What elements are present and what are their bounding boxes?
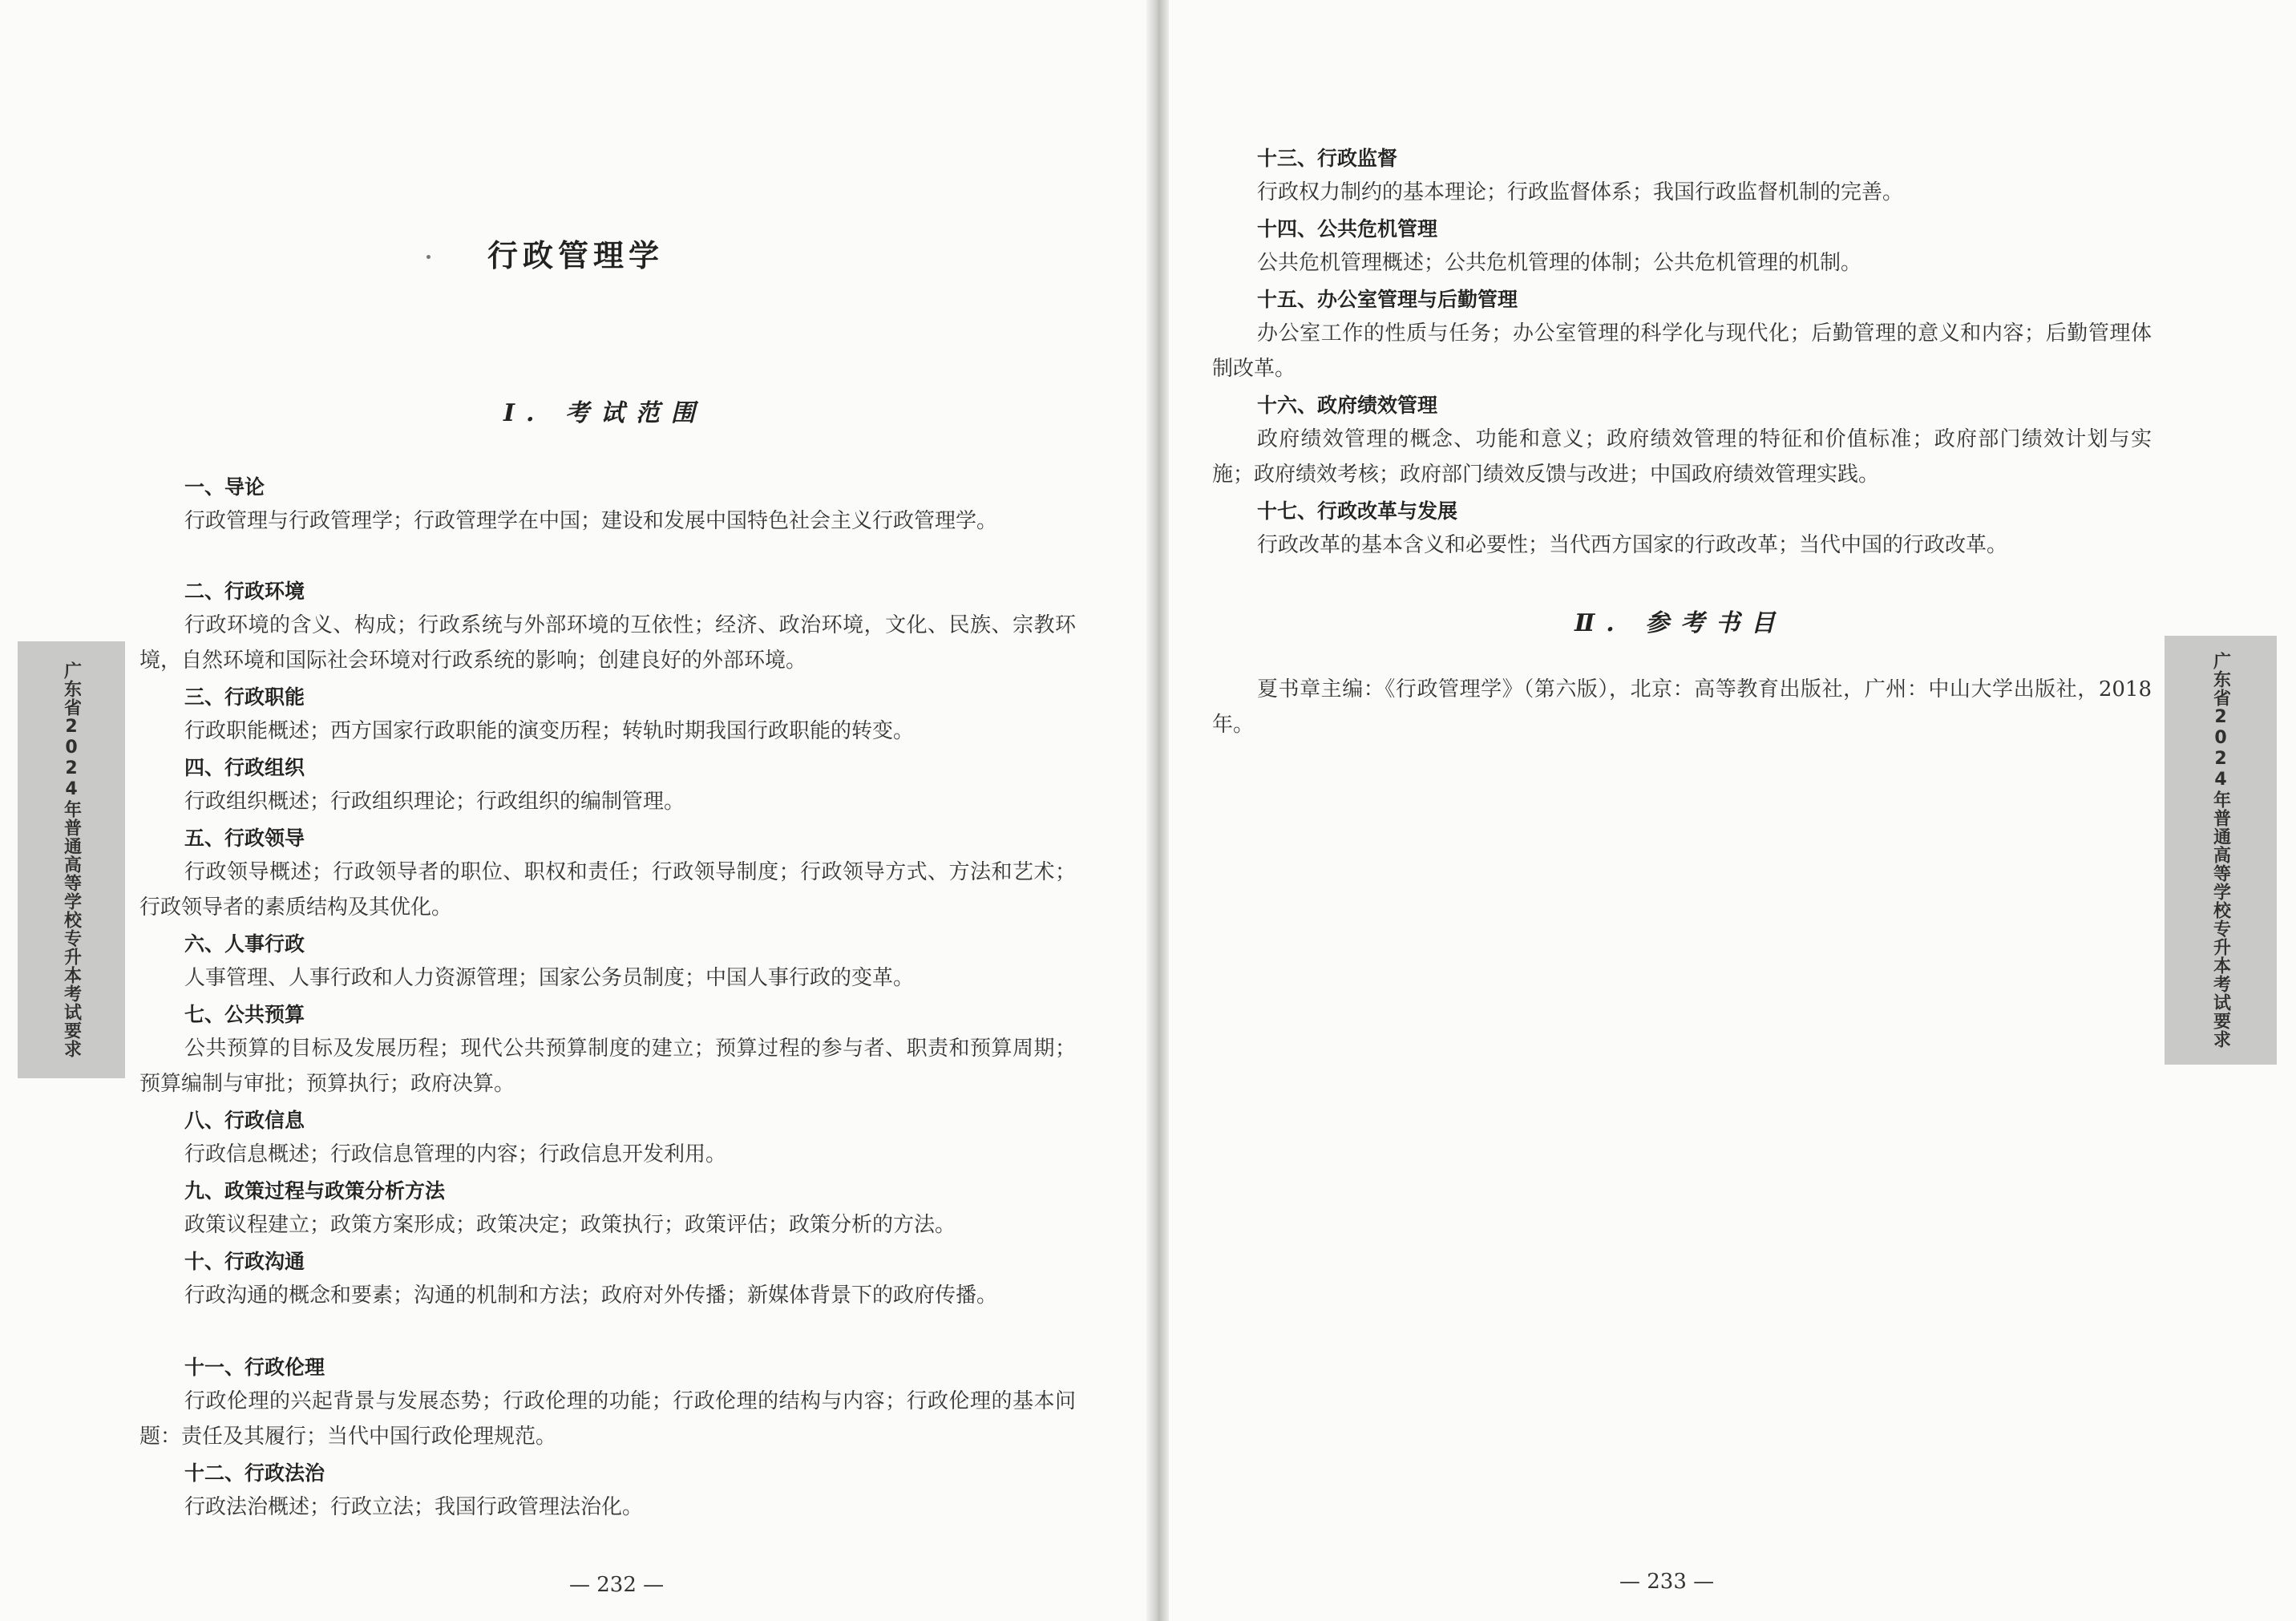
entry-15 bbox=[1212, 284, 2152, 386]
page-number-right: — 233 — bbox=[1619, 1570, 1715, 1594]
entry-13 bbox=[1212, 143, 2152, 210]
entry-body: 行政管理与行政管理学；行政管理学在中国；建设和发展中国特色社会主义行政管理学。 bbox=[184, 509, 998, 533]
entry-body: 行政职能概述；西方国家行政职能的演变历程；转轨时期我国行政职能的转变。 bbox=[184, 719, 915, 743]
entry-body: 行政伦理的兴起背景与发展态势；行政伦理的功能；行政伦理的结构与内容；行政伦理的基本问题：责任及其履行；当代中国行政伦理规范。 bbox=[139, 1389, 1076, 1449]
entry-4 bbox=[139, 752, 1076, 819]
entry-1 bbox=[139, 471, 1076, 539]
entry-heading: 十四、公共危机管理 bbox=[1257, 217, 1438, 241]
entry-body: 人事管理、人事行政和人力资源管理；国家公务员制度；中国人事行政的变革。 bbox=[184, 966, 915, 990]
entry-body: 行政领导概述；行政领导者的职位、职权和责任；行政领导制度；行政领导方式、方法和艺术；行政领导者的素质结构及其优化。 bbox=[139, 860, 1076, 920]
entry-body: 行政环境的含义、构成；行政系统与外部环境的互依性；经济、政治环境，文化、民族、宗教环境，自然环境和国际社会环境对行政系统的影响；创建良好的外部环境。 bbox=[139, 613, 1076, 673]
entry-5 bbox=[139, 823, 1076, 925]
entry-11 bbox=[139, 1352, 1076, 1454]
entry-heading: 十三、行政监督 bbox=[1257, 147, 1398, 170]
entry-body: 政府绩效管理的概念、功能和意义；政府绩效管理的特征和价值标准；政府部门绩效计划与实施；政府绩效考核；政府部门绩效反馈与改进；中国政府绩效管理实践。 bbox=[1212, 427, 2152, 487]
section-heading-exam-scope: Ⅰ. 考试范围 bbox=[503, 399, 706, 427]
entry-heading: 五、行政领导 bbox=[184, 827, 305, 850]
entry-heading: 十七、行政改革与发展 bbox=[1257, 499, 1458, 523]
entry-14 bbox=[1212, 213, 2152, 281]
side-tab-left bbox=[18, 641, 125, 1078]
entry-heading: 六、人事行政 bbox=[184, 932, 305, 956]
entry-heading: 七、公共预算 bbox=[184, 1003, 305, 1026]
entry-heading: 十六、政府绩效管理 bbox=[1257, 394, 1438, 417]
entry-heading: 一、导论 bbox=[184, 475, 265, 499]
entry-body: 公共预算的目标及发展历程；现代公共预算制度的建立；预算过程的参与者、职责和预算周期；预算编制与审批；预算执行；政府决算。 bbox=[139, 1037, 1076, 1096]
entry-body: 行政改革的基本含义和必要性；当代西方国家的行政改革；当代中国的行政改革。 bbox=[1257, 533, 2008, 557]
entry-body: 行政沟通的概念和要素；沟通的机制和方法；政府对外传播；新媒体背景下的政府传播。 bbox=[184, 1283, 998, 1308]
entry-17 bbox=[1212, 495, 2152, 563]
title-dot bbox=[426, 255, 430, 259]
entry-body: 行政信息概述；行政信息管理的内容；行政信息开发利用。 bbox=[184, 1142, 727, 1166]
entry-heading: 九、政策过程与政策分析方法 bbox=[184, 1179, 446, 1203]
entry-7 bbox=[139, 999, 1076, 1102]
book-spine bbox=[1146, 0, 1169, 1621]
entry-body: 行政法治概述；行政立法；我国行政管理法治化。 bbox=[184, 1495, 644, 1519]
entry-6 bbox=[139, 928, 1076, 996]
entry-8 bbox=[139, 1105, 1076, 1172]
entry-heading: 十一、行政伦理 bbox=[184, 1356, 325, 1379]
entry-body: 办公室工作的性质与任务；办公室管理的科学化与现代化；后勤管理的意义和内容；后勤管理体制改革。 bbox=[1212, 321, 2152, 381]
entry-3 bbox=[139, 681, 1076, 749]
side-tab-left-label: 广东省2024年普通高等学校专升本考试要求 bbox=[61, 661, 82, 1058]
section-heading-references: Ⅱ. 参考书目 bbox=[1574, 609, 1787, 637]
entry-9 bbox=[139, 1175, 1076, 1243]
entry-body: 行政组织概述；行政组织理论；行政组织的编制管理。 bbox=[184, 790, 685, 814]
entry-heading: 十、行政沟通 bbox=[184, 1250, 305, 1273]
entry-12 bbox=[139, 1457, 1076, 1525]
reference-entry bbox=[1212, 672, 2152, 742]
reference-text: 夏书章主编：《行政管理学》（第六版），北京：高等教育出版社，广州：中山大学出版社，2018 年。 bbox=[1212, 677, 2152, 737]
side-tab-right-label: 广东省2024年普通高等学校专升本考试要求 bbox=[2210, 652, 2231, 1049]
entry-body: 公共危机管理概述；公共危机管理的体制；公共危机管理的机制。 bbox=[1257, 251, 1862, 275]
entry-body: 行政权力制约的基本理论；行政监督体系；我国行政监督机制的完善。 bbox=[1257, 180, 1904, 204]
entry-heading: 二、行政环境 bbox=[184, 580, 305, 603]
entry-body: 政策议程建立；政策方案形成；政策决定；政策执行；政策评估；政策分析的方法。 bbox=[184, 1213, 956, 1237]
document-title: 行政管理学 bbox=[487, 238, 665, 273]
page-number-left: — 232 — bbox=[569, 1573, 665, 1597]
entry-heading: 八、行政信息 bbox=[184, 1109, 305, 1132]
side-tab-right bbox=[2165, 636, 2277, 1065]
entry-2 bbox=[139, 576, 1076, 678]
entry-16 bbox=[1212, 390, 2152, 492]
entry-10 bbox=[139, 1246, 1076, 1313]
entry-heading: 三、行政职能 bbox=[184, 685, 305, 709]
entry-heading: 十五、办公室管理与后勤管理 bbox=[1257, 288, 1518, 311]
entry-heading: 十二、行政法治 bbox=[184, 1461, 325, 1485]
entry-heading: 四、行政组织 bbox=[184, 756, 305, 779]
